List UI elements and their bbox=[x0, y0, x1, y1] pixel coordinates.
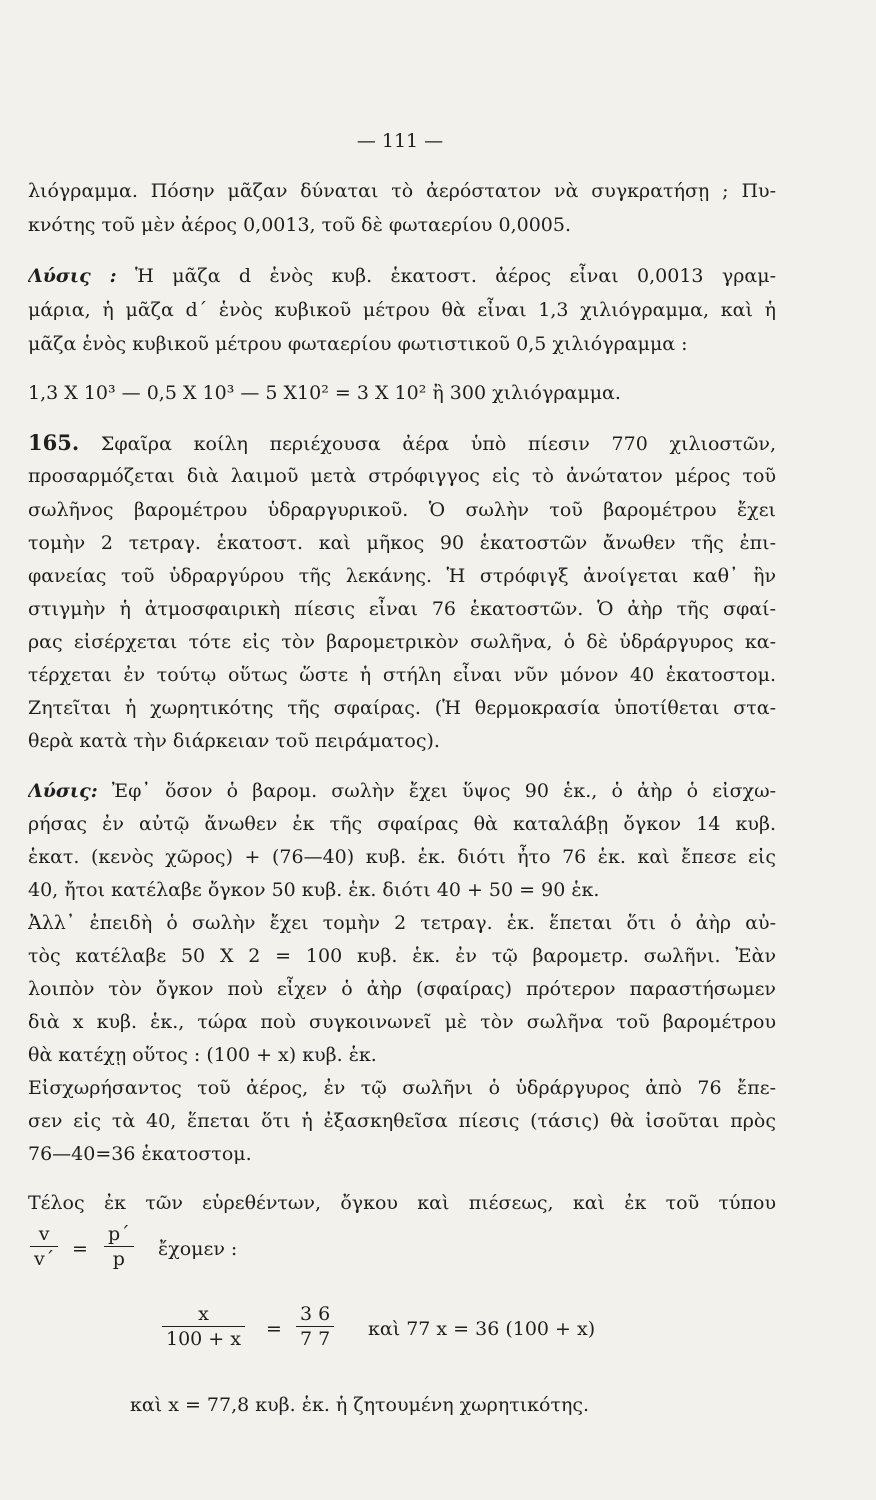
denominator: p bbox=[112, 1248, 125, 1270]
text-line: 76—40=36 ἑκατοστομ. bbox=[28, 1143, 252, 1165]
fraction-p bbox=[104, 1222, 134, 1271]
denominator: 100 + x bbox=[166, 1328, 241, 1350]
fraction-v bbox=[30, 1222, 58, 1271]
text-line: 40, ἤτοι κατέλαβε ὄγκον 50 κυβ. ἑκ. διότι 40 + 50 = 90 ἑκ. bbox=[28, 879, 600, 901]
fraction-36-77 bbox=[296, 1302, 334, 1351]
text-line bbox=[28, 430, 776, 457]
section-number: 165. bbox=[28, 430, 80, 455]
text-line: τέρχεται ἐν τούτῳ οὕτως ὥστε ἡ στήλη εἶναι νῦν μόνον 40 ἑκατοστομ. bbox=[28, 664, 776, 686]
equals-sign: = bbox=[72, 1238, 88, 1260]
result-line: καὶ x = 77,8 κυβ. ἑκ. ἡ ζητουμένη χωρητικότης. bbox=[130, 1394, 590, 1416]
text-line: ἑκατ. (κενὸς χῶρος) + (76—40) κυβ. ἑκ. διότι ἦτο 76 ἑκ. καὶ ἔπεσε εἰς bbox=[28, 846, 776, 868]
denominator: v΄ bbox=[34, 1248, 55, 1270]
text-line: θερὰ κατὰ τὴν διάρκειαν τοῦ πειράματος). bbox=[28, 730, 440, 752]
text-line: μάρια, ἡ μᾶζα d΄ ἑνὸς κυβικοῦ μέτρου θὰ εἶναι 1,3 χιλιόγραμμα, καὶ ἡ bbox=[28, 299, 776, 321]
text-span: Σφαῖρα κοίλη περιέχουσα ἀέρα ὑπὸ πίεσιν 770 χιλιοστῶν, bbox=[100, 433, 776, 455]
equals-sign: = bbox=[266, 1318, 282, 1340]
text-line: κνότης τοῦ μὲν ἀέρος 0,0013, τοῦ δὲ φωταερίου 0,0005. bbox=[28, 214, 572, 236]
solution-label: Λύσις: bbox=[28, 780, 98, 802]
text-line: Εἰσχωρήσαντος τοῦ ἀέρος, ἐν τῷ σωλῆνι ὁ ὑδράργυρος ἀπὸ 76 ἔπε- bbox=[28, 1077, 776, 1099]
text-span: Ἡ μᾶζα d ἑνὸς κυβ. ἑκατοστ. ἀέρος εἶναι 0,0013 γραμ- bbox=[135, 265, 776, 287]
denominator: 7 7 bbox=[300, 1328, 331, 1350]
text-line: φανείας τοῦ ὑδραργύρου τῆς λεκάνης. Ἡ στρόφιγξ ἀνοίγεται καθ᾽ ἣν bbox=[28, 565, 776, 587]
text-span: Ἐφ᾽ ὅσον ὁ βαρομ. σωλὴν ἔχει ὕψος 90 ἑκ., ὁ ἀὴρ ὁ εἰσχω- bbox=[111, 780, 776, 802]
numerator: x bbox=[198, 1303, 209, 1325]
text-line: προσαρμόζεται διὰ λαιμοῦ μετὰ στρόφιγγος εἰς τὸ ἀνώτατον μέρος τοῦ bbox=[28, 465, 776, 487]
text-line: στιγμὴν ἡ ἀτμοσφαιρικὴ πίεσις εἶναι 76 ἑκατοστῶν. Ὁ ἀὴρ τῆς σφαί- bbox=[28, 598, 776, 620]
text-line: τομὴν 2 τετραγ. ἑκατοστ. καὶ μῆκος 90 ἑκατοστῶν ἄνωθεν τῆς ἐπι- bbox=[28, 532, 776, 554]
text-line: λοιπὸν τὸν ὄγκον ποὺ εἶχεν ὁ ἀὴρ (σφαίρας) πρότερον παραστήσωμεν bbox=[28, 978, 776, 1000]
text-line: διὰ x κυβ. ἑκ., τώρα ποὺ συγκοινωνεῖ μὲ τὸν σωλῆνα τοῦ βαρομέτρου bbox=[28, 1011, 776, 1033]
text-line: Ἀλλ᾽ ἐπειδὴ ὁ σωλὴν ἔχει τομὴν 2 τετραγ. ἑκ. ἕπεται ὅτι ὁ ἀὴρ αὐ- bbox=[28, 912, 776, 934]
text-line bbox=[28, 778, 776, 804]
equation-line: 1,3 X 10³ — 0,5 X 10³ — 5 X10² = 3 X 10² ἢ 300 χιλιόγραμμα. bbox=[28, 382, 621, 404]
text-line: λιόγραμμα. Πόσην μᾶζαν δύναται τὸ ἀερόστατον νὰ συγκρατήσῃ ; Πυ- bbox=[28, 180, 776, 202]
formula-text: καὶ 77 x = 36 (100 + x) bbox=[368, 1318, 596, 1340]
fraction-x bbox=[162, 1302, 245, 1351]
numerator: v bbox=[38, 1223, 50, 1245]
numerator: p΄ bbox=[108, 1223, 130, 1245]
page-number: — 111 — bbox=[356, 130, 444, 152]
text-line: σεν εἰς τὰ 40, ἕπεται ὅτι ἡ ἐξασκηθεῖσα πίεσις (τάσις) θὰ ἰσοῦται πρὸς bbox=[28, 1110, 776, 1132]
formula-text: ἔχομεν : bbox=[158, 1238, 238, 1260]
text-line: Ζητεῖται ἡ χωρητικότης τῆς σφαίρας. (Ἡ θερμοκρασία ὑποτίθεται στα- bbox=[28, 697, 776, 719]
text-line: Τέλος ἐκ τῶν εὑρεθέντων, ὄγκου καὶ πιέσεως, καὶ ἐκ τοῦ τύπου bbox=[28, 1192, 776, 1214]
solution-label: Λύσις : bbox=[28, 265, 117, 287]
text-line: μᾶζα ἑνὸς κυβικοῦ μέτρου φωταερίου φωτιστικοῦ 0,5 χιλιόγραμμα : bbox=[28, 333, 688, 355]
text-line: ρας εἰσέρχεται τότε εἰς τὸν βαρομετρικὸν σωλῆνα, ὁ δὲ ὑδράργυρος κα- bbox=[28, 631, 776, 653]
text-line: ρήσας ἐν αὐτῷ ἄνωθεν ἐκ τῆς σφαίρας θὰ καταλάβῃ ὄγκον 14 κυβ. bbox=[28, 813, 776, 835]
text-line bbox=[28, 263, 776, 289]
text-line: θὰ κατέχῃ οὕτος : (100 + x) κυβ. ἑκ. bbox=[28, 1044, 377, 1066]
text-line: τὸς κατέλαβε 50 X 2 = 100 κυβ. ἑκ. ἐν τῷ βαρομετρ. σωλῆνι. Ἐὰν bbox=[28, 945, 776, 967]
text-line: σωλῆνος βαρομέτρου ὑδραργυρικοῦ. Ὁ σωλὴν τοῦ βαρομέτρου ἔχει bbox=[28, 499, 776, 521]
numerator: 3 6 bbox=[300, 1303, 331, 1325]
